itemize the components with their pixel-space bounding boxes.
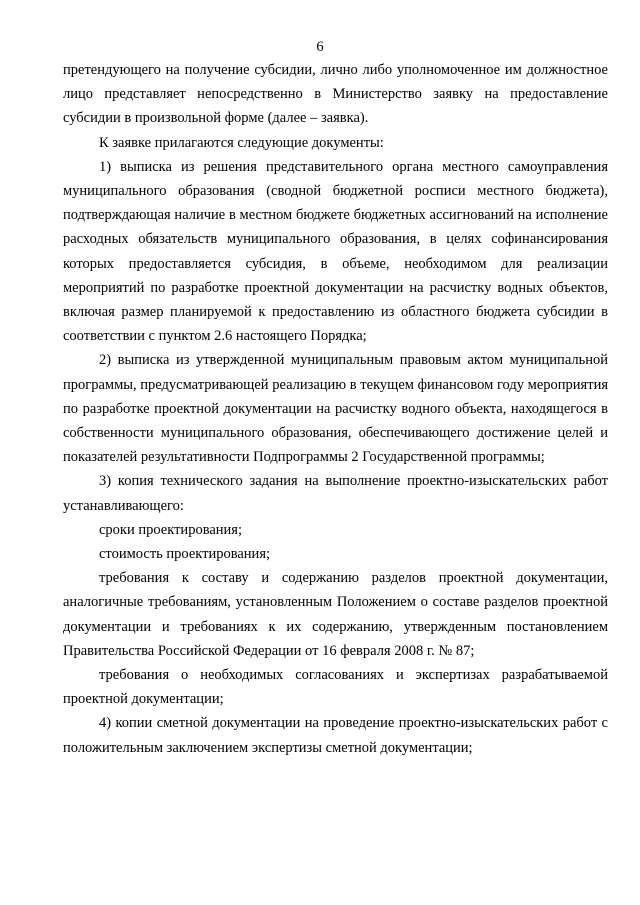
paragraph-item-3: 3) копия технического задания на выполнение проектно-изыскательских работ устанавливающего: [63, 473, 608, 514]
paragraph-section-requirements: требования к составу и содержанию разделов проектной документации, аналогичные требованиям, установленным Положением о составе разделов проектной документации и требованиях к их содержанию, утвержденным постановлением Правительства Российской Федерации от 16 февраля 2008 г. № 87; [63, 570, 608, 659]
paragraph-item-2: 2) выписка из утвержденной муниципальным правовым актом муниципальной программы, предусматривающей реализацию в текущем финансовом году мероприятия по разработке проектной документации на расчистку водного объекта, находящегося в собственности муниципального образования, обеспечивающего достижение целей и показателей результативности Подпрограммы 2 Государственной программы; [63, 352, 608, 466]
page-number: 6 [316, 39, 324, 55]
paragraph-design-cost: стоимость проектирования; [99, 546, 271, 563]
paragraph-item-4: 4) копии сметной документации на проведение проектно-изыскательских работ с положительным заключением экспертизы сметной документации; [63, 715, 608, 756]
paragraph-attachments-intro: К заявке прилагаются следующие документы: [99, 134, 384, 151]
paragraph-approvals-requirements: требования о необходимых согласованиях и экспертизах разрабатываемой проектной документации; [63, 667, 608, 708]
paragraph-continuation: претендующего на получение субсидии, лично либо уполномоченное им должностное лицо представляет непосредственно в Министерство заявку на предоставление субсидии в произвольной форме (далее – заявка). [63, 62, 608, 127]
paragraph-item-1: 1) выписка из решения представительного органа местного самоуправления муниципального образования (сводной бюджетной росписи местного бюджета), подтверждающая наличие в местном бюджете бюджетных ассигнований на исполнение расходных обязательств муниципального образования, в целях софинансирования которых предоставляется субсидия, в объеме, необходимом для реализации мероприятий по разработке проектной документации на расчистку водных объектов, включая размер планируемой к предоставлению из областного бюджета субсидии в соответствии с пунктом 2.6 настоящего Порядка; [63, 158, 608, 345]
document-body [63, 58, 608, 760]
paragraph-design-terms: сроки проектирования; [99, 521, 242, 538]
